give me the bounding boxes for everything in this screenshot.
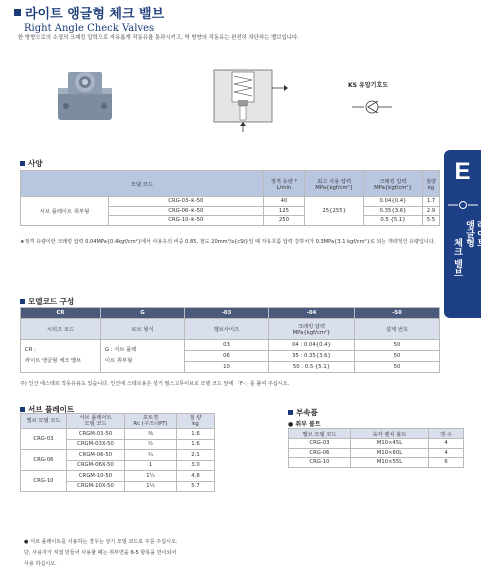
- table-row: CRG-03 CRGM-03-50 ⅜ 1.6: [21, 429, 215, 440]
- model-code-heading: 모델코드 구성: [20, 296, 74, 307]
- spec-header: 정격 유량 * L/min: [263, 171, 305, 197]
- table-row: CRG-10 CRGM-10-50 1¼ 4.8: [21, 471, 215, 482]
- table-row: CRG-03 M10×45L 4: [289, 439, 464, 449]
- table-row: CRGM-03X-50 ½ 1.6: [21, 439, 215, 450]
- valve-section-drawing: [210, 66, 290, 136]
- table-row: CR : 라이트 앵글형 체크 밸브 G : 서브 플레 이트 취부형 03 04 : 0.04{0.4} 50: [21, 340, 440, 351]
- sub-plate-heading: 서브 플레이트: [20, 404, 74, 415]
- table-row: 서브 플레이트 취부형 CRG-03-※-50 40 25{255} 0.04{0.4} 1.7: [21, 197, 440, 207]
- section-side-tab: [444, 150, 485, 318]
- spec-header-row: 모델 코드 정격 유량 * L/min 최고 사용 압력 MPa{kgf/cm²} 크래킹 압력 MPa{kgf/cm²} 질량 kg: [21, 171, 440, 197]
- sub-plate-note: ● 서브 플레이트를 사용하는 경우는 상기 모델 코드로 주문 주십시오. 단, 사용자가 직접 만들어 사용할 때는 취부면을 6-5 항목을 만이되어 사용 하십시오.: [24, 539, 178, 567]
- table-row: CRG-06 M10×60L 4: [289, 448, 464, 458]
- table-row: CRG-06 CRGM-06-50 ¾ 2.1: [21, 450, 215, 461]
- spec-note: ★정격 유량이란 크래킹 압력 0.04MPa{0.4kgf/cm²}에서 사용유의 비중 0.85, 점도 20mm²/s{cSt}일 때 자유흐름 압력 강하치가 0.3MPa{3.1 kgf/cm²}로 되는 개략적인 유량입니다.: [20, 239, 436, 245]
- heading-square-icon: [20, 299, 25, 304]
- ks-symbol-label: KS 유압기호도: [348, 82, 389, 89]
- accessory-subheading: ● 취부 볼트: [288, 421, 321, 428]
- spec-header: 질량 kg: [422, 171, 439, 197]
- section-letter: E: [454, 158, 471, 185]
- spec-table: [20, 170, 440, 226]
- table-row: 06 35 : 0.35{3.6} 50: [21, 351, 440, 362]
- heading-square-icon: [288, 410, 293, 415]
- check-valve-symbol-icon: [348, 92, 408, 122]
- model-code-row: CR G -03 -04 -50: [21, 308, 440, 319]
- sub-plate-table: [20, 413, 215, 492]
- title-block: [14, 3, 164, 34]
- side-tab-label-1: 라이트 앵글형: [464, 220, 485, 247]
- title-square-icon: [14, 9, 21, 16]
- model-code-header-row: 시리즈 코드 로브 형식 밸브사이즈 크래킹 압력 MPa{kgf/cm²} 설계 번호: [21, 319, 440, 340]
- spec-header: 최고 사용 압력 MPa{kgf/cm²}: [305, 171, 364, 197]
- model-code-note: 주) 인산 에스테르 작동유용도 있습니다. 인산에 스테르용은 상기 필스고무이브로 모델 코드 앞에 「F-」를 붙여 주십시오.: [20, 381, 290, 387]
- table-row: CRG-10-※-50 250 0.5 {5.1} 5.5: [21, 216, 440, 226]
- page-subtitle: Right Angle Check Valves: [24, 23, 155, 34]
- spec-header: 크래킹 압력 MPa{kgf/cm²}: [364, 171, 423, 197]
- intro-text: 한 방향으로의 소정의 크래킹 압력으로 자유롭게 작동유를 통과시키고, 역 방향의 작동유는 완전히 차단하는 밸브입니다.: [18, 35, 299, 41]
- table-row: 10 50 : 0.5 {5.1} 50: [21, 362, 440, 373]
- page-title: 라이트 앵글형 체크 밸브: [14, 3, 164, 22]
- heading-square-icon: [20, 407, 25, 412]
- heading-square-icon: [20, 161, 25, 166]
- check-symbol-icon: [448, 200, 478, 210]
- table-row: CRG-06-※-50 125 0.35{3.6} 2.9: [21, 206, 440, 216]
- accessory-table: [288, 428, 464, 468]
- table-row: CRG-10 M10×55L 6: [289, 458, 464, 468]
- table-row: CRGM-10X-50 1½ 5.7: [21, 481, 215, 492]
- spec-heading: 사양: [20, 158, 43, 169]
- side-tab-label-2: 체크 밸브: [452, 238, 462, 278]
- valve-product-image: [56, 66, 114, 124]
- model-code-table: [20, 307, 440, 373]
- accessory-heading: 부속품: [288, 407, 318, 418]
- accessory-header-row: 밸브 모델 코드 육각 렌치 볼트 갯 수: [289, 429, 464, 439]
- table-row: CRGM-06X-50 1 3.0: [21, 460, 215, 471]
- sub-plate-header-row: 밸브 모델 코드 서브 플레이트 모델 코드 포트경 Rc (구즈너PT) 질 량 kg: [21, 414, 215, 429]
